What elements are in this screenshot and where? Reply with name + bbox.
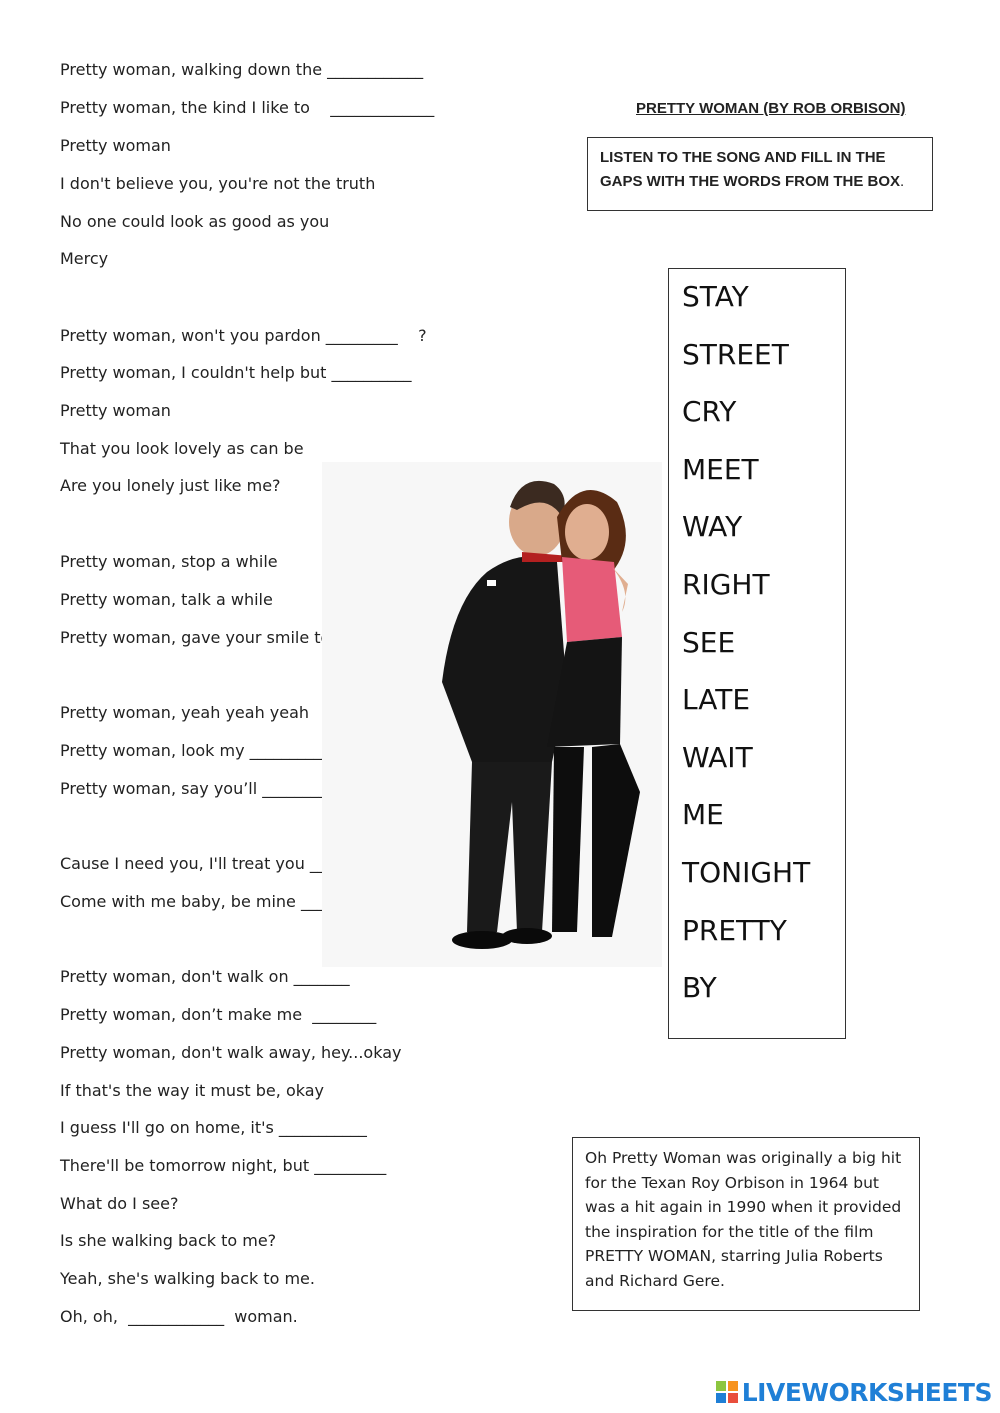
logo-icon — [716, 1381, 738, 1403]
word-bank-box — [668, 268, 846, 1039]
lyric-line: Pretty woman, don’t make me ________ — [60, 1005, 377, 1024]
lyric-line: Pretty woman, I couldn't help but __________ — [60, 363, 412, 382]
word-bank-item: STREET — [682, 337, 789, 371]
lyric-line: Pretty woman, look my ______________ — [60, 741, 362, 760]
word-bank-item: SEE — [682, 625, 736, 659]
lyric-line: Pretty woman, talk a while — [60, 590, 273, 609]
lyric-line: What do I see? — [60, 1194, 179, 1213]
lyric-line: Pretty woman, don't walk away, hey...okay — [60, 1043, 402, 1062]
movie-photo — [322, 462, 662, 967]
lyric-line: Oh, oh, ____________ woman. — [60, 1307, 298, 1326]
lyric-line: Yeah, she's walking back to me. — [60, 1269, 315, 1288]
lyric-line: Pretty woman, say you’ll _________ with me — [60, 779, 420, 798]
info-box: Oh Pretty Woman was originally a big hit for the Texan Roy Orbison in 1964 but was a hit again in 1990 when it provided the inspiration for the title of the film PRETTY WOMAN, starring Julia Roberts and Richard Gere. — [572, 1137, 920, 1311]
lyric-line: Pretty woman, don't walk on _______ — [60, 967, 350, 986]
word-bank-item: WAIT — [682, 740, 753, 774]
logo-text: LIVEWORKSHEETS — [741, 1377, 992, 1407]
lyric-line: If that's the way it must be, okay — [60, 1081, 324, 1100]
instructions-box — [587, 137, 933, 211]
lyric-line: Pretty woman — [60, 136, 171, 155]
lyric-line: Mercy — [60, 249, 109, 268]
lyric-line: There'll be tomorrow night, but _________ — [60, 1156, 387, 1175]
lyric-line: Pretty woman, gave your smile to me — [60, 628, 361, 647]
lyric-line: Are you lonely just like me? — [60, 476, 281, 495]
word-bank-item: MEET — [682, 452, 759, 486]
word-bank-item: WAY — [682, 510, 743, 544]
lyric-line: Pretty woman, walking down the ____________ — [60, 60, 424, 79]
lyric-line: That you look lovely as can be — [60, 439, 304, 458]
word-bank-item: LATE — [682, 683, 751, 717]
word-bank-item: PRETTY — [682, 913, 787, 947]
instructions-period: . — [900, 173, 905, 190]
lyric-line: Pretty woman, the kind I like to _____________ — [60, 98, 435, 117]
lyric-line: Come with me baby, be mine ____________ — [60, 892, 397, 911]
liveworksheets-logo[interactable] — [716, 1377, 992, 1407]
word-bank-item: RIGHT — [682, 568, 770, 601]
lyric-line: Pretty woman, stop a while — [60, 552, 278, 571]
lyric-line: Pretty woman, yeah yeah yeah — [60, 703, 310, 722]
worksheet-title: PRETTY WOMAN (BY ROB ORBISON) — [636, 100, 906, 117]
lyric-line: No one could look as good as you — [60, 212, 330, 231]
word-bank-item: TONIGHT — [682, 856, 811, 889]
lyric-line: I don't believe you, you're not the truth — [60, 174, 376, 193]
instructions-text: LISTEN TO THE SONG AND FILL IN THE GAPS WITH THE WORDS FROM THE BOX — [600, 149, 900, 190]
word-bank-item: STAY — [682, 280, 749, 313]
lyric-line: Is she walking back to me? — [60, 1231, 277, 1250]
word-bank-item: BY — [682, 971, 717, 1005]
lyric-line: I guess I'll go on home, it's ___________ — [60, 1118, 367, 1137]
word-bank-item: CRY — [682, 395, 737, 429]
lyric-line: Pretty woman, won't you pardon _________ ? — [60, 326, 427, 345]
lyric-line: Pretty woman — [60, 401, 171, 420]
word-bank-item: ME — [682, 798, 724, 832]
lyric-line: Cause I need you, I'll treat you ___________ — [60, 854, 398, 873]
